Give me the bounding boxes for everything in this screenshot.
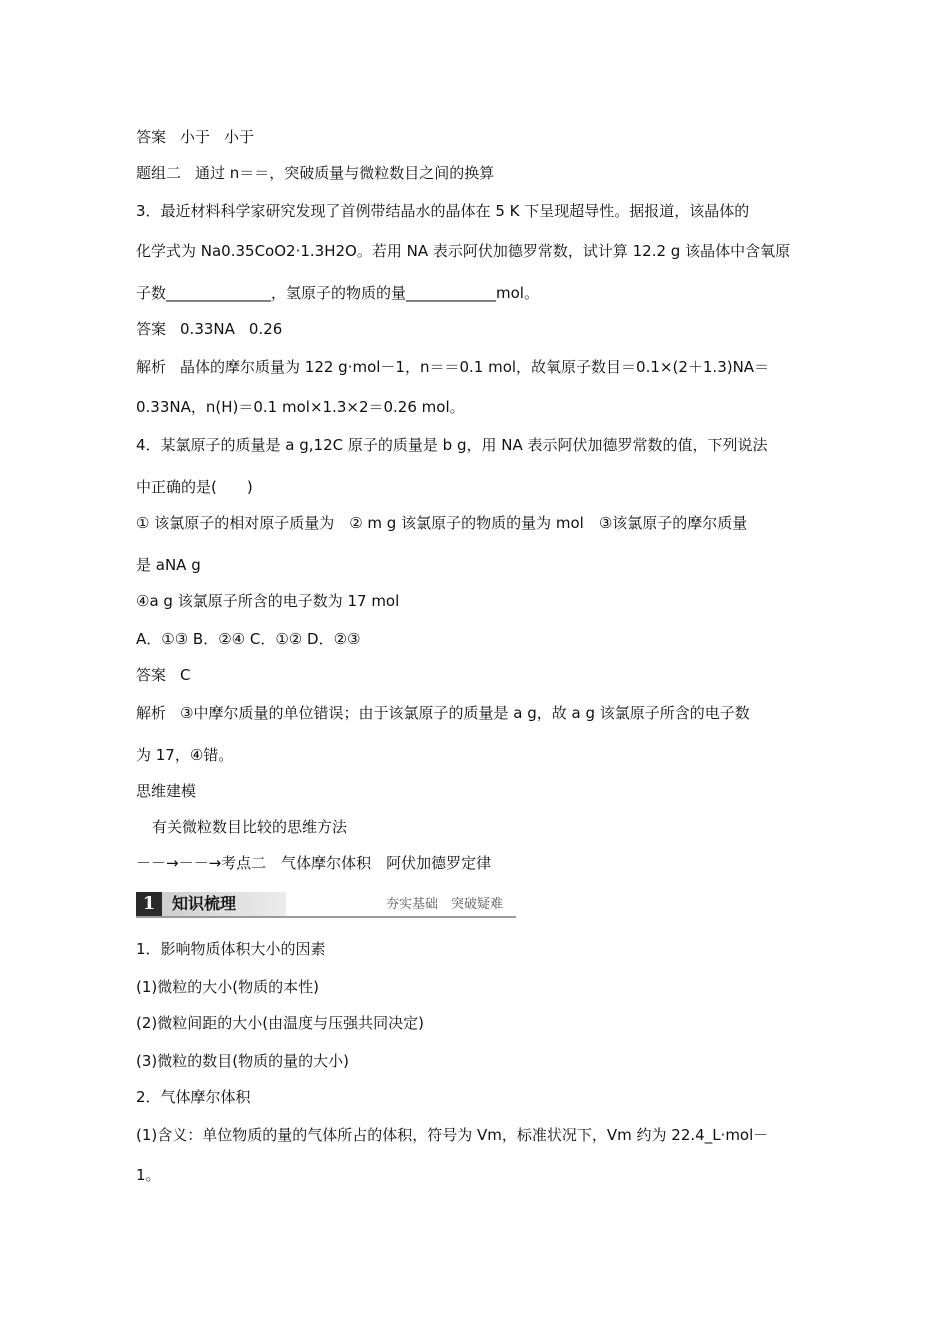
answer-line-3: 答案 0.33NA 0.26 — [136, 320, 283, 338]
factor-2: (2)微粒间距的大小(由温度与压强共同决定) — [136, 1014, 424, 1032]
question-4-statement-4: ④a g 该氯原子所含的电子数为 17 mol — [136, 592, 400, 610]
question-4-line-2: 中正确的是( ) — [136, 478, 253, 496]
group-heading: 题组二 通过 n＝＝，突破质量与微粒数目之间的换算 — [136, 164, 495, 182]
factor-1: (1)微粒的大小(物质的本性) — [136, 978, 319, 996]
section-heading: －－→－－→考点二 气体摩尔体积 阿伏加德罗定律 — [136, 854, 492, 872]
answer-line-1: 答案 小于 小于 — [136, 128, 255, 146]
question-3-line-3: 子数______________，氢原子的物质的量____________mol。 — [136, 284, 539, 302]
question-4-line-1: 4．某氯原子的质量是 a g,12C 原子的质量是 b g，用 NA 表示阿伏加德罗常数的值，下列说法 — [136, 436, 768, 454]
thinking-model-heading: 思维建模 — [136, 782, 197, 800]
question-4-statements-2: 是 aNA g — [136, 556, 201, 574]
banner-subtitle: 夯实基础 突破疑难 — [386, 897, 504, 912]
question-4-statements-1: ① 该氯原子的相对原子质量为 ② m g 该氯原子的物质的量为 mol ③该氯原子的摩尔质量 — [136, 514, 748, 532]
factor-heading: 1．影响物质体积大小的因素 — [136, 940, 326, 958]
knowledge-banner — [136, 890, 516, 918]
banner-title: 知识梳理 — [162, 892, 286, 916]
question-4-options: A．①③ B．②④ C．①② D．②③ — [136, 630, 361, 648]
molar-volume-definition-1: (1)含义：单位物质的量的气体所占的体积，符号为 Vm，标准状况下，Vm 约为 22.4_L·mol－ — [136, 1126, 769, 1144]
analysis-3-line-1: 解析 晶体的摩尔质量为 122 g·mol－1，n＝＝0.1 mol，故氧原子数目＝0.1×(2＋1.3)NA＝ — [136, 358, 770, 376]
question-3-line-2: 化学式为 Na0.35CoO2·1.3H2O。若用 NA 表示阿伏加德罗常数，试计算 12.2 g 该晶体中含氧原 — [136, 242, 791, 260]
answer-line-4: 答案 C — [136, 666, 191, 684]
analysis-3-line-2: 0.33NA，n(H)＝0.1 mol×1.3×2＝0.26 mol。 — [136, 398, 465, 416]
molar-volume-definition-2: 1。 — [136, 1166, 161, 1184]
question-3-line-1: 3．最近材料科学家研究发现了首例带结晶水的晶体在 5 K 下呈现超导性。据报道，该晶体的 — [136, 202, 750, 220]
molar-volume-heading: 2．气体摩尔体积 — [136, 1088, 251, 1106]
factor-3: (3)微粒的数目(物质的量的大小) — [136, 1052, 349, 1070]
analysis-4-line-2: 为 17，④错。 — [136, 746, 234, 764]
analysis-4-line-1: 解析 ③中摩尔质量的单位错误；由于该氯原子的质量是 a g，故 a g 该氯原子所含的电子数 — [136, 704, 750, 722]
thinking-model-text: 有关微粒数目比较的思维方法 — [152, 818, 348, 836]
banner-number: 1 — [136, 892, 162, 916]
banner-rule — [136, 916, 516, 918]
